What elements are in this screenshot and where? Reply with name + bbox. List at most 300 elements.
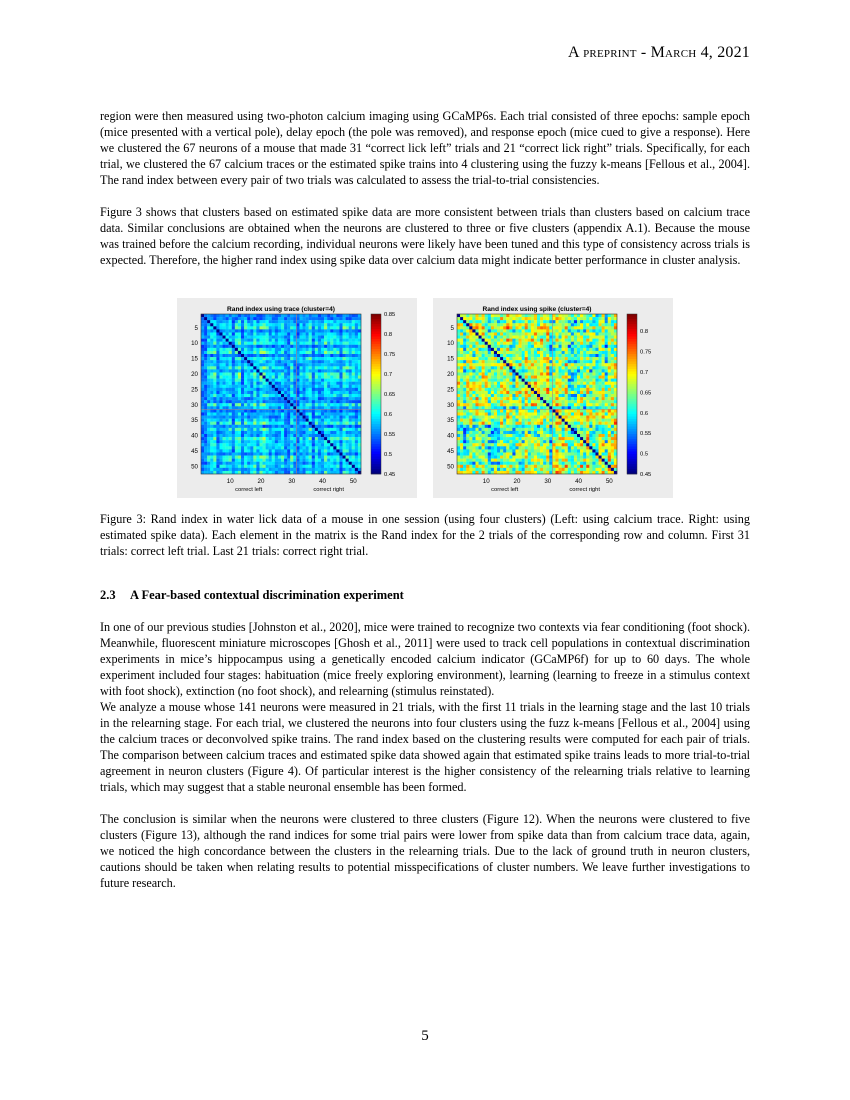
heatmap-cell <box>318 394 321 397</box>
heatmap-cell <box>531 428 534 431</box>
heatmap-cell <box>219 419 222 422</box>
heatmap-cell <box>586 323 589 326</box>
heatmap-cell <box>272 416 275 419</box>
heatmap-cell <box>219 449 222 452</box>
heatmap-cell <box>207 443 210 446</box>
heatmap-cell <box>466 400 469 403</box>
heatmap-cell <box>595 320 598 323</box>
heatmap-cell <box>324 459 327 462</box>
heatmap-cell <box>355 468 358 471</box>
heatmap-cell <box>238 434 241 437</box>
heatmap-cell <box>358 366 361 369</box>
heatmap-cell <box>352 385 355 388</box>
heatmap-cell <box>250 462 253 465</box>
heatmap-cell <box>485 422 488 425</box>
heatmap-cell <box>229 449 232 452</box>
heatmap-cell <box>571 323 574 326</box>
heatmap-cell <box>269 403 272 406</box>
heatmap-cell <box>562 336 565 339</box>
heatmap-cell <box>204 339 207 342</box>
heatmap-cell <box>213 471 216 474</box>
heatmap-cell <box>244 369 247 372</box>
heatmap-cell <box>293 376 296 379</box>
heatmap-cell <box>226 443 229 446</box>
heatmap-cell <box>223 354 226 357</box>
heatmap-cell <box>349 363 352 366</box>
heatmap-cell <box>290 320 293 323</box>
heatmap-cell <box>259 412 262 415</box>
heatmap-cell <box>559 428 562 431</box>
heatmap-cell <box>253 372 256 375</box>
heatmap-cell <box>549 425 552 428</box>
heatmap-cell <box>463 440 466 443</box>
heatmap-cell <box>543 412 546 415</box>
heatmap-cell <box>469 360 472 363</box>
heatmap-cell <box>479 376 482 379</box>
colorbar-segment <box>371 384 381 387</box>
heatmap-cell <box>586 326 589 329</box>
heatmap-cell <box>555 317 558 320</box>
heatmap-cell <box>463 388 466 391</box>
heatmap-cell <box>562 422 565 425</box>
heatmap-cell <box>253 400 256 403</box>
heatmap-cell <box>562 314 565 317</box>
heatmap-cell <box>543 336 546 339</box>
heatmap-cell <box>256 372 259 375</box>
heatmap-cell <box>232 385 235 388</box>
heatmap-cell <box>241 459 244 462</box>
heatmap-cell <box>235 394 238 397</box>
heatmap-cell <box>515 428 518 431</box>
heatmap-cell <box>229 462 232 465</box>
heatmap-cell <box>509 428 512 431</box>
heatmap-cell <box>290 372 293 375</box>
heatmap-cell <box>460 388 463 391</box>
heatmap-cell <box>491 348 494 351</box>
heatmap-cell <box>204 428 207 431</box>
heatmap-cell <box>272 397 275 400</box>
heatmap-cell <box>204 332 207 335</box>
heatmap-cell <box>534 332 537 335</box>
heatmap-cell <box>457 437 460 440</box>
heatmap-cell <box>339 452 342 455</box>
heatmap-cell <box>522 332 525 335</box>
heatmap-cell <box>460 348 463 351</box>
heatmap-cell <box>466 391 469 394</box>
heatmap-cell <box>201 314 204 317</box>
heatmap-cell <box>346 317 349 320</box>
heatmap-cell <box>284 369 287 372</box>
heatmap-cell <box>475 428 478 431</box>
heatmap-cell <box>266 348 269 351</box>
heatmap-cell <box>306 400 309 403</box>
heatmap-cell <box>247 422 250 425</box>
heatmap-cell <box>583 326 586 329</box>
heatmap-cell <box>519 348 522 351</box>
y-tick-label: 20 <box>191 371 198 378</box>
heatmap-cell <box>534 342 537 345</box>
heatmap-cell <box>580 351 583 354</box>
heatmap-cell <box>229 351 232 354</box>
heatmap-cell <box>595 348 598 351</box>
heatmap-cell <box>463 431 466 434</box>
heatmap-cell <box>565 317 568 320</box>
heatmap-cell <box>534 391 537 394</box>
heatmap-cell <box>482 372 485 375</box>
heatmap-cell <box>281 342 284 345</box>
heatmap-cell <box>226 382 229 385</box>
heatmap-cell <box>266 323 269 326</box>
heatmap-cell <box>207 400 210 403</box>
heatmap-cell <box>312 459 315 462</box>
heatmap-cell <box>204 363 207 366</box>
heatmap-cell <box>599 369 602 372</box>
heatmap-cell <box>497 434 500 437</box>
heatmap-cell <box>549 434 552 437</box>
heatmap-cell <box>201 363 204 366</box>
heatmap-cell <box>256 412 259 415</box>
heatmap-cell <box>457 339 460 342</box>
heatmap-cell <box>226 376 229 379</box>
heatmap-cell <box>278 345 281 348</box>
heatmap-cell <box>232 422 235 425</box>
heatmap-cell <box>577 425 580 428</box>
heatmap-cell <box>272 388 275 391</box>
heatmap-cell <box>324 388 327 391</box>
heatmap-cell <box>605 403 608 406</box>
heatmap-cell <box>339 366 342 369</box>
heatmap-cell <box>272 428 275 431</box>
heatmap-cell <box>509 351 512 354</box>
heatmap-cell <box>506 434 509 437</box>
heatmap-cell <box>537 336 540 339</box>
heatmap-cell <box>321 412 324 415</box>
heatmap-cell <box>457 428 460 431</box>
heatmap-cell <box>519 339 522 342</box>
heatmap-cell <box>238 360 241 363</box>
heatmap-cell <box>324 449 327 452</box>
heatmap-cell <box>602 376 605 379</box>
heatmap-cell <box>263 434 266 437</box>
heatmap-cell <box>589 332 592 335</box>
heatmap-cell <box>457 406 460 409</box>
heatmap-cell <box>525 412 528 415</box>
heatmap-cell <box>216 452 219 455</box>
heatmap-cell <box>336 385 339 388</box>
heatmap-cell <box>592 428 595 431</box>
heatmap-cell <box>327 406 330 409</box>
heatmap-cell <box>525 379 528 382</box>
heatmap-cell <box>327 351 330 354</box>
heatmap-cell <box>281 369 284 372</box>
heatmap-cell <box>457 357 460 360</box>
heatmap-cell <box>528 376 531 379</box>
heatmap-cell <box>577 314 580 317</box>
heatmap-cell <box>275 425 278 428</box>
heatmap-cell <box>460 345 463 348</box>
heatmap-cell <box>303 456 306 459</box>
heatmap-cell <box>577 422 580 425</box>
heatmap-cell <box>580 366 583 369</box>
heatmap-cell <box>509 363 512 366</box>
heatmap-cell <box>303 437 306 440</box>
heatmap-cell <box>210 456 213 459</box>
heatmap-cell <box>229 388 232 391</box>
heatmap-cell <box>201 339 204 342</box>
heatmap-cell <box>349 431 352 434</box>
heatmap-cell <box>256 357 259 360</box>
heatmap-cell <box>555 323 558 326</box>
heatmap-cell <box>241 400 244 403</box>
heatmap-cell <box>525 397 528 400</box>
heatmap-cell <box>343 456 346 459</box>
heatmap-cell <box>207 428 210 431</box>
heatmap-cell <box>349 351 352 354</box>
heatmap-cell <box>229 406 232 409</box>
heatmap-cell <box>324 332 327 335</box>
heatmap-cell <box>315 317 318 320</box>
heatmap-cell <box>253 342 256 345</box>
heatmap-cell <box>352 412 355 415</box>
heatmap-cell <box>515 394 518 397</box>
heatmap-cell <box>543 434 546 437</box>
heatmap-cell <box>226 385 229 388</box>
heatmap-cell <box>253 369 256 372</box>
heatmap-cell <box>519 431 522 434</box>
heatmap-cell <box>568 391 571 394</box>
heatmap-cell <box>479 403 482 406</box>
heatmap-cell <box>525 394 528 397</box>
heatmap-cell <box>559 388 562 391</box>
heatmap-cell <box>571 379 574 382</box>
heatmap-cell <box>223 425 226 428</box>
heatmap-cell <box>201 366 204 369</box>
heatmap-cell <box>602 320 605 323</box>
heatmap-cell <box>469 385 472 388</box>
heatmap-cell <box>210 357 213 360</box>
heatmap-cell <box>586 382 589 385</box>
heatmap-cell <box>303 428 306 431</box>
heatmap-cell <box>312 336 315 339</box>
heatmap-cell <box>259 452 262 455</box>
heatmap-cell <box>358 382 361 385</box>
heatmap-cell <box>306 425 309 428</box>
heatmap-cell <box>605 376 608 379</box>
heatmap-cell <box>549 394 552 397</box>
heatmap-cell <box>290 422 293 425</box>
colorbar-segment <box>371 344 381 347</box>
heatmap-cell <box>515 403 518 406</box>
heatmap-cell <box>241 428 244 431</box>
heatmap-cell <box>312 449 315 452</box>
heatmap-cell <box>238 446 241 449</box>
heatmap-cell <box>253 456 256 459</box>
heatmap-cell <box>503 326 506 329</box>
heatmap-cell <box>543 391 546 394</box>
heatmap-cell <box>250 376 253 379</box>
heatmap-cell <box>324 446 327 449</box>
heatmap-cell <box>509 382 512 385</box>
heatmap-cell <box>312 360 315 363</box>
heatmap-cell <box>327 339 330 342</box>
heatmap-cell <box>333 345 336 348</box>
heatmap-cell <box>352 443 355 446</box>
heatmap-cell <box>250 388 253 391</box>
heatmap-cell <box>611 336 614 339</box>
heatmap-cell <box>528 400 531 403</box>
heatmap-cell <box>497 339 500 342</box>
heatmap-cell <box>509 366 512 369</box>
heatmap-cell <box>460 351 463 354</box>
heatmap-cell <box>238 376 241 379</box>
colorbar-segment <box>371 464 381 467</box>
heatmap-cell <box>555 388 558 391</box>
heatmap-cell <box>528 360 531 363</box>
colorbar-segment <box>371 389 381 392</box>
heatmap-cell <box>608 366 611 369</box>
heatmap-cell <box>219 456 222 459</box>
heatmap-cell <box>485 372 488 375</box>
heatmap-cell <box>509 440 512 443</box>
heatmap-cell <box>253 336 256 339</box>
heatmap-cell <box>602 391 605 394</box>
heatmap-cell <box>327 471 330 474</box>
heatmap-cell <box>204 409 207 412</box>
heatmap-cell <box>463 326 466 329</box>
heatmap-cell <box>586 440 589 443</box>
heatmap-cell <box>229 366 232 369</box>
heatmap-cell <box>241 446 244 449</box>
heatmap-cell <box>494 363 497 366</box>
heatmap-cell <box>287 409 290 412</box>
heatmap-cell <box>577 428 580 431</box>
heatmap-cell <box>241 336 244 339</box>
heatmap-cell <box>287 385 290 388</box>
heatmap-cell <box>204 425 207 428</box>
heatmap-cell <box>278 452 281 455</box>
heatmap-cell <box>296 372 299 375</box>
heatmap-cell <box>506 366 509 369</box>
heatmap-cell <box>263 403 266 406</box>
heatmap-cell <box>275 459 278 462</box>
heatmap-cell <box>330 326 333 329</box>
heatmap-cell <box>485 400 488 403</box>
heatmap-cell <box>608 409 611 412</box>
heatmap-cell <box>339 437 342 440</box>
heatmap-cell <box>605 336 608 339</box>
heatmap-cell <box>327 366 330 369</box>
heatmap-cell <box>284 388 287 391</box>
heatmap-cell <box>241 372 244 375</box>
heatmap-cell <box>253 403 256 406</box>
heatmap-cell <box>278 354 281 357</box>
heatmap-cell <box>253 434 256 437</box>
heatmap-cell <box>253 339 256 342</box>
heatmap-cell <box>296 409 299 412</box>
heatmap-cell <box>293 409 296 412</box>
heatmap-cell <box>216 376 219 379</box>
heatmap-cell <box>232 449 235 452</box>
heatmap-cell <box>318 336 321 339</box>
heatmap-cell <box>479 323 482 326</box>
heatmap-cell <box>336 465 339 468</box>
heatmap-cell <box>599 317 602 320</box>
heatmap-cell <box>247 425 250 428</box>
heatmap-cell <box>614 416 617 419</box>
heatmap-cell <box>589 416 592 419</box>
heatmap-cell <box>269 456 272 459</box>
heatmap-cell <box>595 434 598 437</box>
heatmap-cell <box>506 419 509 422</box>
heatmap-cell <box>528 440 531 443</box>
heatmap-cell <box>303 348 306 351</box>
heatmap-cell <box>272 339 275 342</box>
heatmap-cell <box>207 354 210 357</box>
heatmap-cell <box>266 449 269 452</box>
heatmap-cell <box>506 351 509 354</box>
heatmap-cell <box>272 376 275 379</box>
heatmap-cell <box>330 345 333 348</box>
heatmap-cell <box>519 357 522 360</box>
heatmap-cell <box>303 354 306 357</box>
heatmap-cell <box>241 323 244 326</box>
heatmap-cell <box>281 406 284 409</box>
heatmap-cell <box>269 437 272 440</box>
heatmap-cell <box>583 363 586 366</box>
heatmap-cell <box>321 462 324 465</box>
heatmap-cell <box>466 419 469 422</box>
heatmap-cell <box>250 363 253 366</box>
heatmap-cell <box>589 391 592 394</box>
heatmap-cell <box>247 326 250 329</box>
heatmap-cell <box>460 425 463 428</box>
heatmap-cell <box>339 431 342 434</box>
heatmap-cell <box>611 400 614 403</box>
heatmap-cell <box>571 357 574 360</box>
heatmap-cell <box>355 449 358 452</box>
heatmap-cell <box>562 320 565 323</box>
heatmap-cell <box>287 332 290 335</box>
heatmap-cell <box>506 397 509 400</box>
heatmap-cell <box>336 425 339 428</box>
heatmap-cell <box>608 342 611 345</box>
heatmap-cell <box>284 379 287 382</box>
heatmap-cell <box>355 385 358 388</box>
heatmap-cell <box>235 452 238 455</box>
heatmap-cell <box>472 434 475 437</box>
heatmap-cell <box>512 332 515 335</box>
heatmap-cell <box>497 416 500 419</box>
heatmap-cell <box>256 452 259 455</box>
heatmap-cell <box>213 394 216 397</box>
heatmap-cell <box>216 419 219 422</box>
heatmap-cell <box>580 363 583 366</box>
heatmap-cell <box>457 412 460 415</box>
heatmap-cell <box>266 394 269 397</box>
heatmap-cell <box>318 339 321 342</box>
heatmap-cell <box>346 434 349 437</box>
heatmap-cell <box>336 329 339 332</box>
heatmap-cell <box>497 431 500 434</box>
heatmap-cell <box>469 379 472 382</box>
heatmap-cell <box>303 363 306 366</box>
heatmap-cell <box>306 363 309 366</box>
heatmap-cell <box>324 363 327 366</box>
heatmap-cell <box>555 406 558 409</box>
heatmap-cell <box>327 329 330 332</box>
heatmap-cell <box>244 416 247 419</box>
heatmap-cell <box>275 412 278 415</box>
